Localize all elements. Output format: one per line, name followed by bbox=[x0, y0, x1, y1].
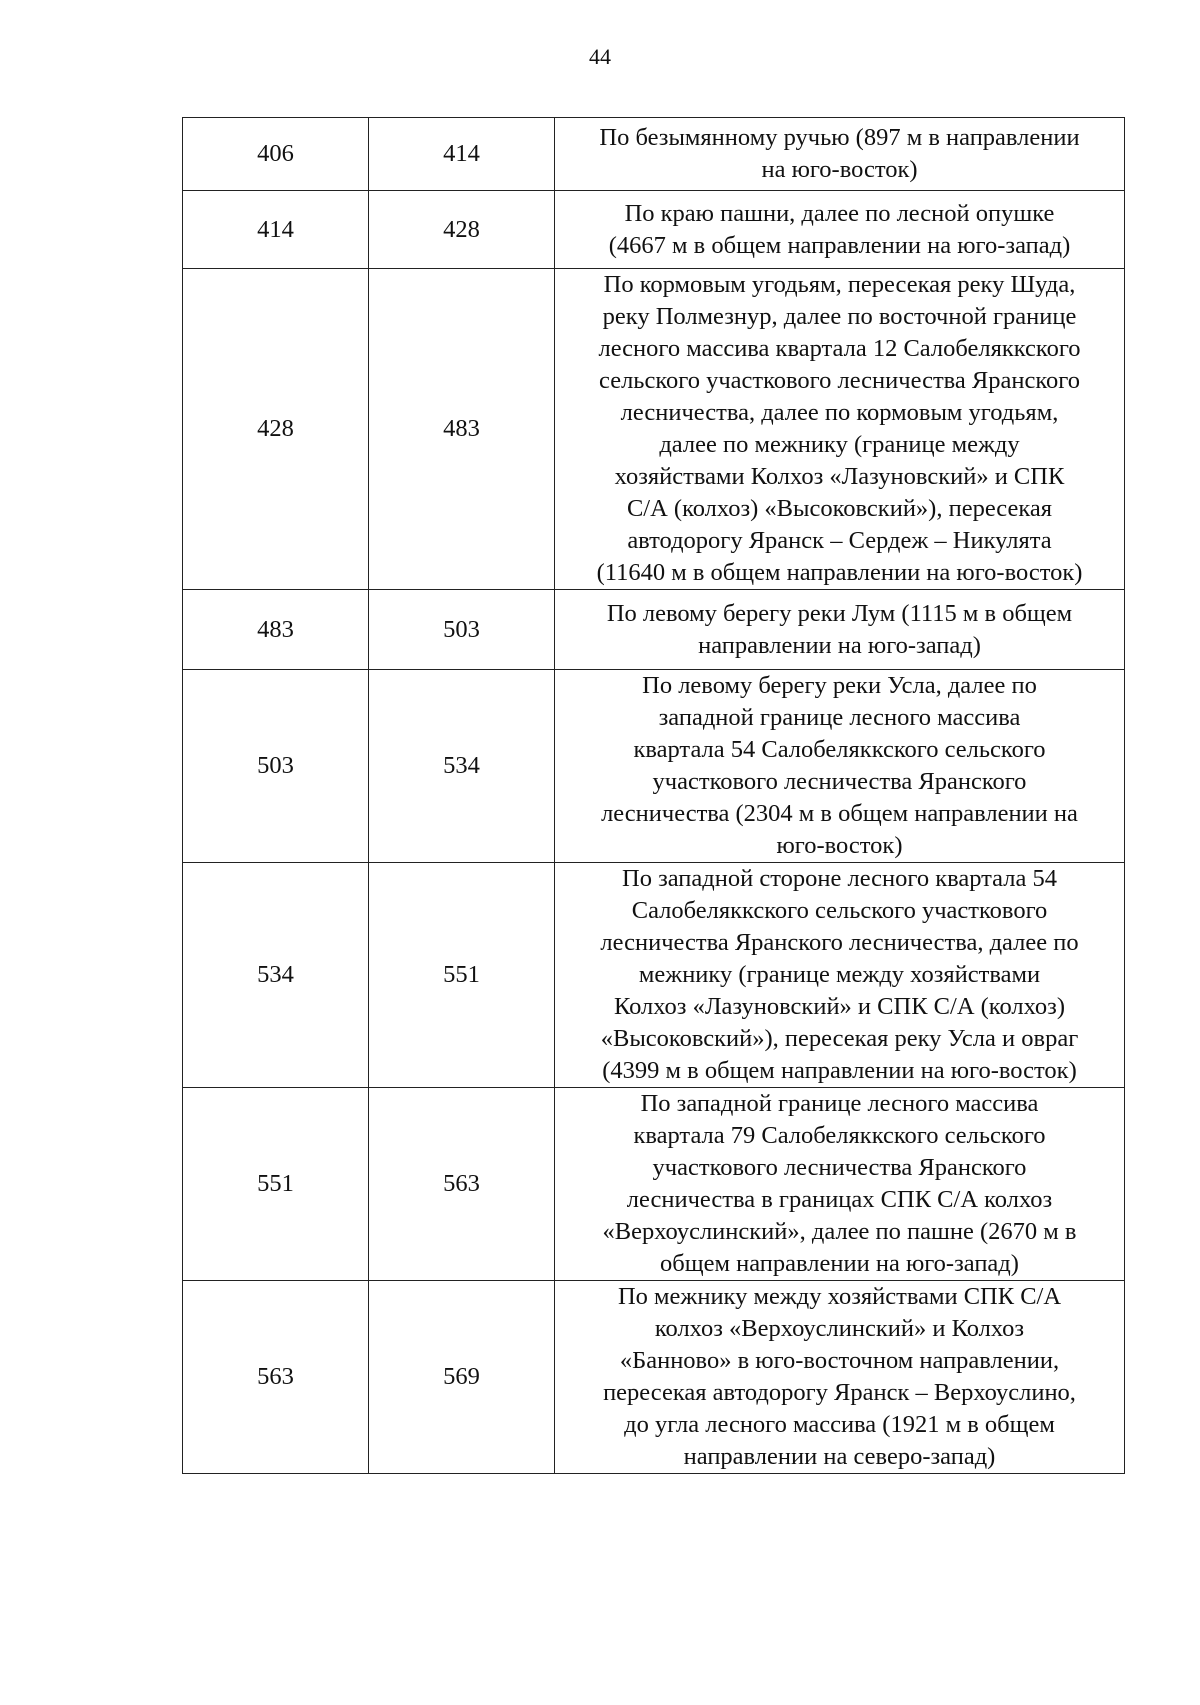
table-row bbox=[183, 1088, 1125, 1281]
description-line: По межнику между хозяйствами СПК С/А bbox=[617, 1283, 1062, 1310]
description-line: общем направлении на юго-запад) bbox=[660, 1250, 1019, 1277]
description-line: автодорогу Яранск – Сердеж – Никулята bbox=[627, 527, 1052, 554]
description-line: «Высоковский»), пересекая реку Усла и овраг bbox=[600, 1025, 1079, 1052]
description-line: лесничества, далее по кормовым угодьям, bbox=[620, 399, 1059, 426]
point-to-cell: 483 bbox=[369, 269, 555, 590]
description-line: По безымянному ручью (897 м в направлении bbox=[599, 124, 1080, 151]
description-line: квартала 54 Салобеляккского сельского bbox=[633, 736, 1046, 763]
point-to-cell: 563 bbox=[369, 1088, 555, 1281]
table-row bbox=[183, 269, 1125, 590]
point-to-cell: 534 bbox=[369, 670, 555, 863]
boundary-description-cell bbox=[555, 670, 1125, 863]
point-from-cell: 428 bbox=[183, 269, 369, 590]
boundary-description-cell bbox=[555, 863, 1125, 1088]
page-number: 44 bbox=[589, 44, 611, 69]
point-to-cell: 551 bbox=[369, 863, 555, 1088]
boundary-table bbox=[182, 117, 1125, 1474]
description-line: (4667 м в общем направлении на юго-запад) bbox=[608, 231, 1071, 259]
description-line: Салобеляккского сельского участкового bbox=[631, 897, 1048, 924]
description-line: далее по межнику (границе между bbox=[659, 431, 1020, 458]
description-line: юго-восток) bbox=[776, 832, 903, 859]
description-line: «Верхоуслинский», далее по пашне (2670 м в bbox=[602, 1218, 1077, 1245]
point-from-cell: 483 bbox=[183, 590, 369, 670]
boundary-description-cell bbox=[555, 191, 1125, 269]
description-line: По левому берегу реки Лум (1115 м в общем bbox=[606, 599, 1073, 627]
description-line: С/А (колхоз) «Высоковский»), пересекая bbox=[626, 495, 1053, 522]
table-row bbox=[183, 670, 1125, 863]
description-line: лесного массива квартала 12 Салобеляккского bbox=[598, 335, 1081, 362]
table-row bbox=[183, 1281, 1125, 1474]
description-line: лесничества Яранского лесничества, далее по bbox=[600, 929, 1079, 956]
point-to-cell: 414 bbox=[369, 118, 555, 191]
table-row bbox=[183, 590, 1125, 670]
point-from-cell: 563 bbox=[183, 1281, 369, 1474]
point-from-cell: 503 bbox=[183, 670, 369, 863]
table-row bbox=[183, 863, 1125, 1088]
description-line: (11640 м в общем направлении на юго-восток) bbox=[596, 559, 1083, 586]
boundary-description-cell bbox=[555, 118, 1125, 191]
table-row bbox=[183, 118, 1125, 191]
description-line: По левому берегу реки Усла, далее по bbox=[642, 672, 1037, 699]
point-to-cell: 428 bbox=[369, 191, 555, 269]
point-from-cell: 551 bbox=[183, 1088, 369, 1281]
point-from-cell: 406 bbox=[183, 118, 369, 191]
description-line: По кормовым угодьям, пересекая реку Шуда, bbox=[603, 271, 1076, 298]
point-from-cell: 414 bbox=[183, 191, 369, 269]
boundary-description-cell bbox=[555, 1281, 1125, 1474]
description-line: участкового лесничества Яранского bbox=[652, 1154, 1027, 1181]
boundary-description-cell bbox=[555, 1088, 1125, 1281]
description-line: западной границе лесного массива bbox=[658, 704, 1021, 731]
description-line: По западной стороне лесного квартала 54 bbox=[622, 865, 1057, 892]
description-line: пересекая автодорогу Яранск – Верхоуслино, bbox=[603, 1379, 1076, 1406]
description-line: на юго-восток) bbox=[761, 156, 918, 183]
description-line: По западной границе лесного массива bbox=[640, 1090, 1039, 1117]
description-line: квартала 79 Салобеляккского сельского bbox=[633, 1122, 1046, 1149]
description-line: направлении на юго-запад) bbox=[698, 631, 981, 659]
description-line: По краю пашни, далее по лесной опушке bbox=[624, 199, 1055, 227]
point-to-cell: 503 bbox=[369, 590, 555, 670]
description-line: (4399 м в общем направлении на юго-восток) bbox=[602, 1057, 1077, 1084]
description-line: участкового лесничества Яранского bbox=[652, 768, 1027, 795]
boundary-description-cell bbox=[555, 590, 1125, 670]
description-line: колхоз «Верхоуслинский» и Колхоз bbox=[654, 1315, 1025, 1342]
table-body bbox=[183, 118, 1125, 1474]
description-line: межнику (границе между хозяйствами bbox=[638, 961, 1041, 988]
point-from-cell: 534 bbox=[183, 863, 369, 1088]
description-line: хозяйствами Колхоз «Лазуновский» и СПК bbox=[614, 463, 1065, 490]
description-line: лесничества (2304 м в общем направлении на bbox=[601, 800, 1078, 827]
table-row bbox=[183, 191, 1125, 269]
description-line: сельского участкового лесничества Яранского bbox=[599, 367, 1080, 394]
description-line: «Банново» в юго-восточном направлении, bbox=[619, 1347, 1060, 1374]
description-line: Колхоз «Лазуновский» и СПК С/А (колхоз) bbox=[613, 993, 1066, 1020]
description-line: лесничества в границах СПК С/А колхоз bbox=[626, 1186, 1053, 1213]
point-to-cell: 569 bbox=[369, 1281, 555, 1474]
description-line: реку Полмезнур, далее по восточной границе bbox=[602, 303, 1077, 330]
description-line: до угла лесного массива (1921 м в общем bbox=[624, 1411, 1055, 1438]
description-line: направлении на северо-запад) bbox=[683, 1443, 996, 1470]
boundary-description-cell bbox=[555, 269, 1125, 590]
